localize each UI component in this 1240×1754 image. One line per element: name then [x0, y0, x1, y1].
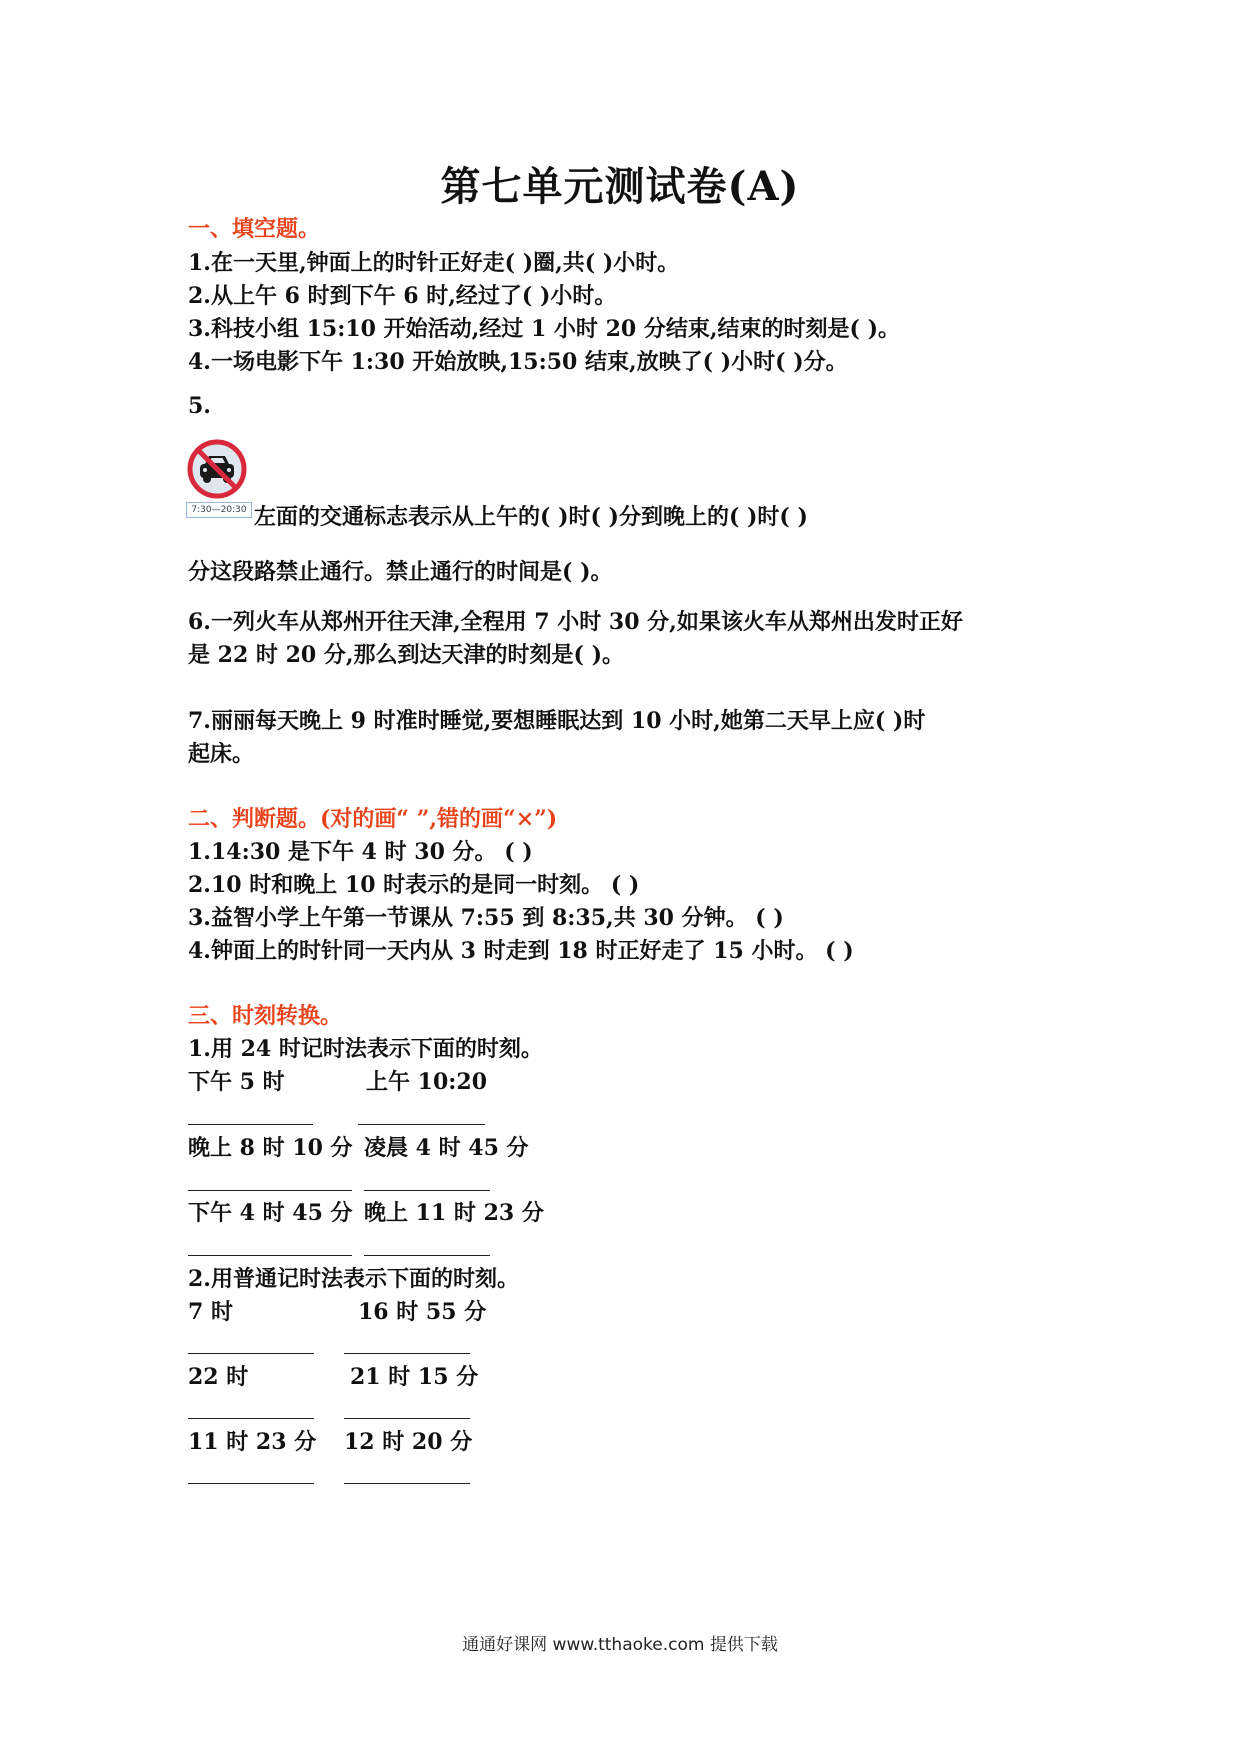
answer-line — [188, 1255, 352, 1256]
question-1-7-line2: 起床。 — [188, 741, 255, 767]
question-1-6-line2: 是 22 时 20 分,那么到达天津的时刻是( )。 — [188, 642, 625, 668]
question-1-5-line1: 左面的交通标志表示从上午的( )时( )分到晚上的( )时( ) — [254, 504, 808, 530]
conversion-item: 凌晨 4 时 45 分 — [364, 1135, 529, 1161]
answer-line — [188, 1483, 314, 1484]
page-title: 第七单元测试卷(A) — [440, 163, 800, 210]
question-1-5-line2: 分这段路禁止通行。禁止通行的时间是( )。 — [188, 559, 613, 585]
conversion-item: 晚上 11 时 23 分 — [364, 1200, 544, 1226]
question-1-7-line1: 7.丽丽每天晚上 9 时准时睡觉,要想睡眠达到 10 小时,她第二天早上应( )时 — [188, 708, 926, 734]
conversion-item: 下午 4 时 45 分 — [188, 1200, 353, 1226]
question-2-2: 2.10 时和晚上 10 时表示的是同一时刻。 ( ) — [188, 872, 640, 898]
question-2-4: 4.钟面上的时针同一天内从 3 时走到 18 时正好走了 15 小时。 ( ) — [188, 938, 854, 964]
sign-time-label: 7:30—20:30 — [186, 502, 252, 518]
answer-line — [344, 1418, 470, 1419]
conversion-item: 12 时 20 分 — [344, 1429, 473, 1455]
answer-line — [188, 1190, 352, 1191]
conversion-part2-intro: 2.用普通记时法表示下面的时刻。 — [188, 1266, 519, 1292]
no-car-icon — [186, 438, 248, 500]
conversion-part1-intro: 1.用 24 时记时法表示下面的时刻。 — [188, 1036, 543, 1062]
question-1-6-line1: 6.一列火车从郑州开往天津,全程用 7 小时 30 分,如果该火车从郑州出发时正好 — [188, 609, 963, 635]
answer-line — [344, 1353, 470, 1354]
answer-line — [364, 1255, 490, 1256]
conversion-item: 晚上 8 时 10 分 — [188, 1135, 353, 1161]
question-2-1: 1.14:30 是下午 4 时 30 分。 ( ) — [188, 839, 533, 865]
no-vehicles-sign — [186, 438, 252, 522]
conversion-item: 7 时 — [188, 1299, 233, 1325]
section-heading-time-conversion: 三、时刻转换。 — [188, 1003, 343, 1029]
answer-line — [188, 1353, 314, 1354]
footer-credit: 通通好课网 www.tthaoke.com 提供下载 — [462, 1635, 778, 1655]
question-1-2: 2.从上午 6 时到下午 6 时,经过了( )小时。 — [188, 283, 617, 309]
conversion-item: 16 时 55 分 — [358, 1299, 487, 1325]
section-heading-true-false: 二、判断题。(对的画“ ”,错的画“×”) — [188, 806, 558, 832]
answer-line — [358, 1124, 485, 1125]
conversion-item: 21 时 15 分 — [350, 1364, 479, 1390]
answer-line — [344, 1483, 470, 1484]
question-1-1: 1.在一天里,钟面上的时针正好走( )圈,共( )小时。 — [188, 250, 680, 276]
answer-line — [188, 1124, 313, 1125]
conversion-item: 上午 10:20 — [366, 1069, 488, 1095]
answer-line — [364, 1190, 490, 1191]
question-1-5-number: 5. — [188, 393, 211, 419]
question-1-3: 3.科技小组 15:10 开始活动,经过 1 小时 20 分结束,结束的时刻是( )。 — [188, 316, 900, 342]
conversion-item: 下午 5 时 — [188, 1069, 285, 1095]
conversion-item: 22 时 — [188, 1364, 249, 1390]
question-1-4: 4.一场电影下午 1:30 开始放映,15:50 结束,放映了( )小时( )分。 — [188, 349, 848, 375]
question-2-3: 3.益智小学上午第一节课从 7:55 到 8:35,共 30 分钟。 ( ) — [188, 905, 784, 931]
answer-line — [188, 1418, 314, 1419]
section-heading-fill-blank: 一、填空题。 — [188, 216, 321, 242]
conversion-item: 11 时 23 分 — [188, 1429, 317, 1455]
